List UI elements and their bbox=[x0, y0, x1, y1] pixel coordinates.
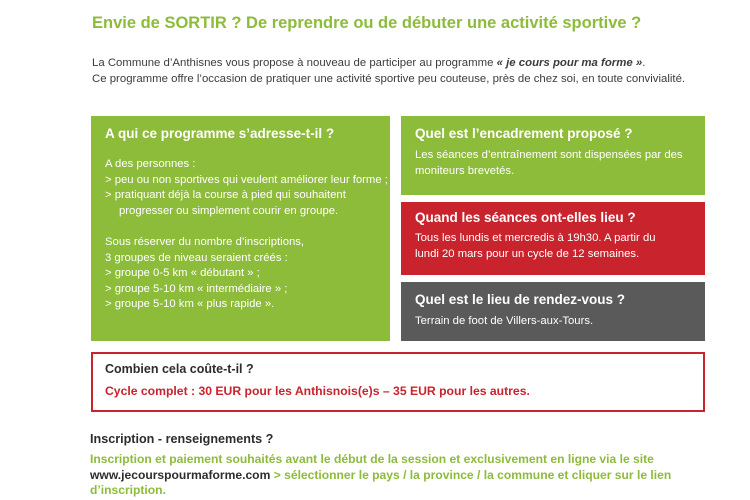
staff-text bbox=[415, 148, 691, 179]
page-headline: Envie de SORTIR ? De reprendre ou de débuter une activité sportive ? bbox=[92, 14, 642, 32]
cost-text: Cycle complet : 30 EUR pour les Anthisnois(e)s – 35 EUR pour les autres. bbox=[105, 384, 530, 398]
schedule-box bbox=[401, 202, 705, 275]
audience-line: > pratiquant déjà la course à pied qui souhaitent bbox=[105, 189, 346, 202]
registration-line-3: d’inscription. bbox=[90, 483, 166, 497]
staff-line: Les séances d’entraînement sont dispensées par des bbox=[415, 149, 683, 161]
intro-line-2: Ce programme offre l’occasion de pratiquer une activité sportive peu couteuse, près de chez soi, en toute convivialité. bbox=[92, 73, 686, 85]
staff-line: moniteurs brevetés. bbox=[415, 164, 515, 177]
registration-title: Inscription - renseignements ? bbox=[90, 432, 274, 446]
groups-line: Sous réserver du nombre d’inscriptions, bbox=[105, 235, 305, 248]
registration-line-1: Inscription et paiement souhaités avant le début de la session et exclusivement en ligne via le site bbox=[90, 452, 654, 466]
audience-line: progresser ou simplement courir en groupe. bbox=[119, 204, 339, 217]
registration-line-2-rest: > sélectionner le pays / la province / la commune et cliquer sur le lien bbox=[270, 467, 672, 482]
registration-line-2 bbox=[90, 468, 730, 484]
audience-text bbox=[105, 157, 388, 313]
audience-line: A des personnes : bbox=[105, 158, 196, 170]
registration-text bbox=[90, 452, 730, 499]
groups-line: > groupe 5-10 km « intermédiaire » ; bbox=[105, 282, 288, 295]
staff-title: Quel est l’encadrement proposé ? bbox=[415, 126, 633, 141]
groups-line: > groupe 0-5 km « débutant » ; bbox=[105, 267, 260, 280]
schedule-line: Tous les lundis et mercredis à 19h30. A partir du bbox=[415, 232, 656, 244]
groups-line: 3 groupes de niveau seraient créés : bbox=[105, 251, 288, 264]
cost-title: Combien cela coûte-t-il ? bbox=[105, 362, 254, 376]
audience-line: > peu ou non sportives qui veulent améliorer leur forme ; bbox=[105, 173, 388, 186]
location-box bbox=[401, 282, 705, 341]
location-text bbox=[415, 314, 691, 330]
cost-box bbox=[91, 352, 705, 412]
audience-title: A qui ce programme s’adresse-t-il ? bbox=[105, 126, 335, 141]
website-link[interactable]: www.jecourspourmaforme.com bbox=[90, 467, 271, 482]
schedule-line: lundi 20 mars pour un cycle de 12 semaines. bbox=[415, 247, 640, 260]
schedule-title: Quand les séances ont-elles lieu ? bbox=[415, 210, 636, 225]
intro-line-1 bbox=[92, 55, 717, 71]
location-title: Quel est le lieu de rendez-vous ? bbox=[415, 292, 626, 307]
intro-line-1-end: . bbox=[642, 57, 646, 69]
staff-box bbox=[401, 116, 705, 195]
program-name: « je cours pour ma forme » bbox=[496, 57, 643, 69]
audience-box bbox=[91, 116, 390, 341]
schedule-text bbox=[415, 231, 691, 262]
location-line: Terrain de foot de Villers-aux-Tours. bbox=[415, 315, 594, 327]
groups-line: > groupe 5-10 km « plus rapide ». bbox=[105, 298, 275, 311]
intro-line-1-start: La Commune d’Anthisnes vous propose à nouveau de participer au programme bbox=[92, 57, 497, 69]
intro-paragraph bbox=[92, 55, 717, 87]
